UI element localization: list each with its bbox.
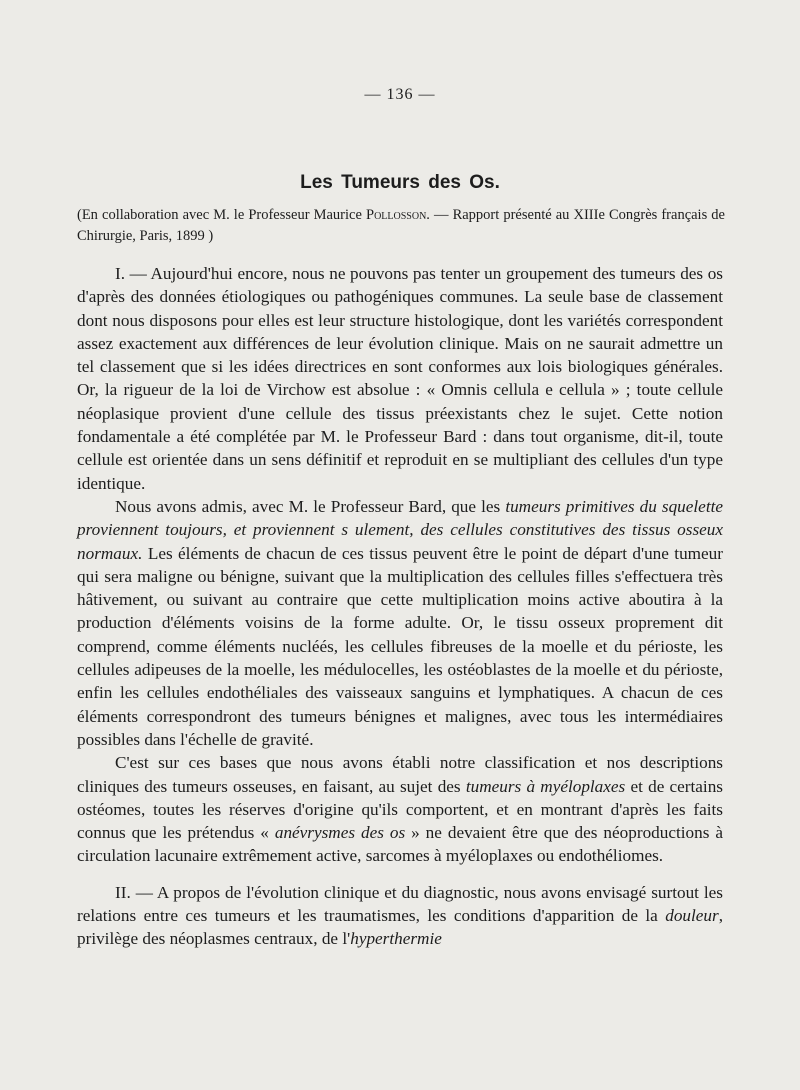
paragraph-4: [77, 881, 723, 951]
paragraph-4-text-a: II. — A propos de l'évolution clinique et du diagnostic, nous avons envisagé surtout les relations entre ces tumeurs et les traumatismes, les conditions d'apparition de la: [77, 882, 723, 926]
paragraph-4-text-c: , privilège des néoplasmes centraux, de l': [77, 906, 723, 949]
paragraph-2: [77, 495, 723, 751]
author-name: Pollosson: [366, 207, 427, 223]
paragraph-3-emphasis-2: anévrysmes des os: [274, 823, 406, 843]
paragraph-3-text-e: » ne devaient être que des néoproductions à circulation lacunaire extrêmement active, sarcomes à myéloplaxes ou endothéliomes.: [77, 823, 723, 866]
paragraph-1: I. — Aujourd'hui encore, nous ne pouvons pas tenter un groupement des tumeurs des os d'après des données étiologiques ou pathogéniques communes. La seule base de classement dont nous disposons pour elles est leur structure histologique, dont les variétés correspondent assez exactement aux différences de leur évolution clinique. Mais on ne saurait admettre un tel classement que si les idées directrices en sont conformes aux lois biologiques générales. Or, la rigueur de la loi de Virchow est absolue : « Omnis cellula e cellula » ; toute cellule néoplasique provient d'une cellule des tissus préexistants chez le sujet. Cette notion fondamentale a été complétée par M. le Professeur Bard : dans tout organisme, dit-il, toute cellule est orientée dans un sens définitif et reproduit en se multipliant des cellules d'un type identique.: [77, 264, 723, 493]
paragraph-4-emphasis-1: douleur: [665, 906, 719, 926]
paragraph-4-emphasis-2: hyperthermie: [350, 929, 442, 949]
paragraph-3-text-c: et de certains ostéomes, toutes les réserves d'origine qu'ils comportent, et en montrant d'après les faits connus que les prétendus «: [77, 776, 723, 843]
paragraph-2-emphasis: tumeurs primitives du squelette proviennent toujours, et proviennent s ulement, des cellules constitutives des tissus osseux normaux.: [77, 496, 723, 563]
page-number: — 136 —: [364, 86, 436, 103]
paragraph-3: [77, 751, 723, 867]
paragraph-2-text-c: Les éléments de chacun de ces tissus peuvent être le point de départ d'une tumeur qui sera maligne ou bénigne, suivant que la multiplication des cellules filles s'effectuera très hâtivement, ou suivant au contraire que cette multiplication moins active aboutira à la production d'éléments voisins de la forme adulte. Or, le tissu osseux proprement dit comprend, comme éléments nucléés, les cellules fibreuses de la moelle et du périoste, les cellules adipeuses de la moelle, les médulocelles, les ostéoblastes de la moelle et du périoste, enfin les cellules endothéliales des vaisseaux sanguins et lymphatiques. A chacun de ces éléments correspondront des tumeurs bénignes et malignes, avec tous les intermédiaires possibles dans l'échelle de gravité.: [77, 543, 723, 749]
note-text-open: (En collaboration avec M. le Professeur Maurice: [77, 207, 366, 223]
note-text-close: . — Rapport présenté au XIIIe Congrès français de Chirurgie, Paris, 1899 ): [77, 207, 725, 244]
paragraph-3-emphasis-1: tumeurs à myéloplaxes: [465, 776, 626, 796]
paragraph-3-text-a: C'est sur ces bases que nous avons établi notre classification et nos descriptions cliniques des tumeurs osseuses, en faisant, au sujet des: [77, 753, 723, 796]
collaboration-note: [77, 205, 725, 247]
document-title: Les Tumeurs des Os.: [300, 172, 500, 193]
body-text: [77, 262, 723, 951]
paragraph-2-text-a: Nous avons admis, avec M. le Professeur Bard, que les: [115, 496, 506, 516]
